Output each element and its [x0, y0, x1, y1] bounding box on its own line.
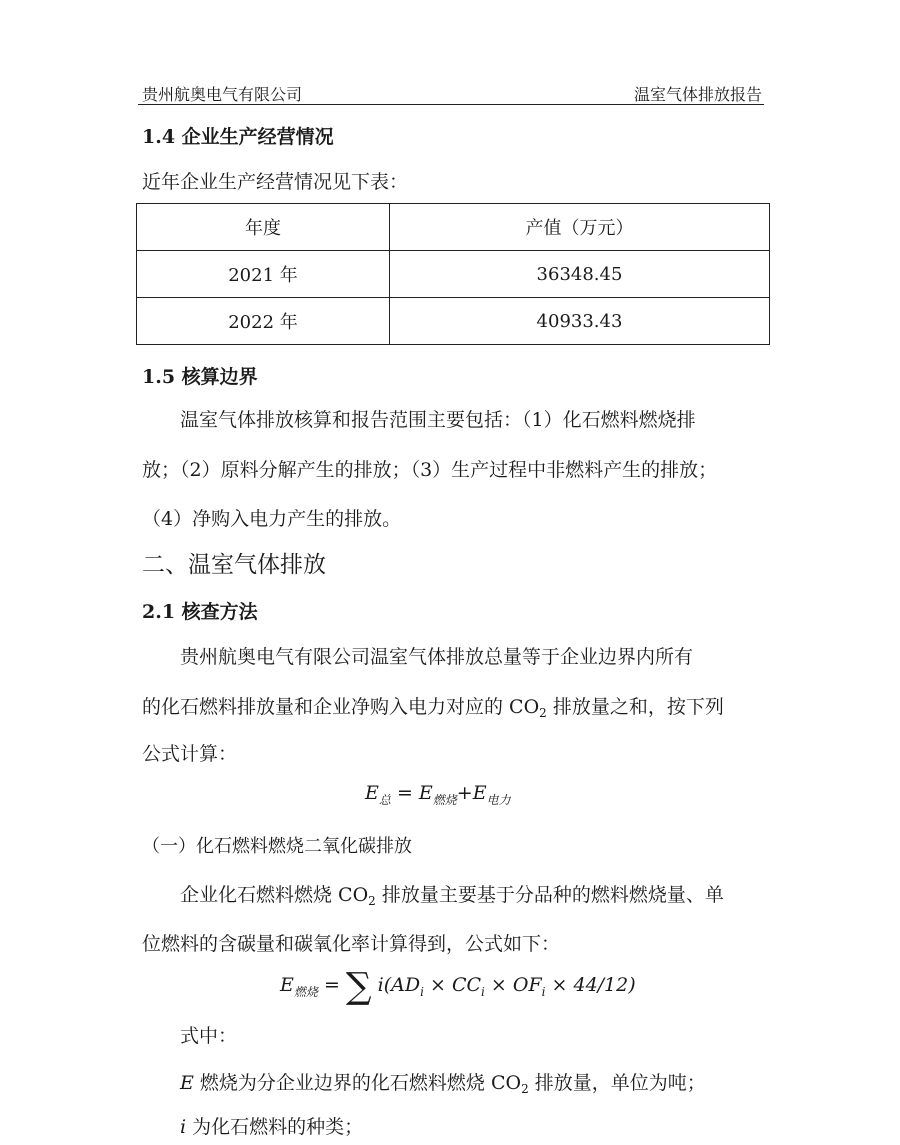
table-header-row	[137, 204, 770, 251]
section-1-5-line-1: 温室气体排放核算和报告范围主要包括：（1）化石燃料燃烧排	[180, 409, 696, 431]
header-company: 贵州航奥电气有限公司	[142, 85, 303, 104]
formula-term: E	[365, 782, 379, 804]
formula-subscript: i	[481, 985, 485, 999]
formula-subscript: i	[541, 985, 546, 999]
line-text: 排放量，单位为吨；	[528, 1072, 706, 1094]
table-cell-value: 40933.43	[390, 298, 770, 345]
formula-subscript: 总	[378, 793, 391, 807]
variable-e: E	[180, 1072, 194, 1094]
line-text: 的化石燃料排放量和企业净购入电力对应的 CO	[142, 696, 540, 718]
formula-subscript: 电力	[486, 793, 511, 807]
section-2-1-line-1: 贵州航奥电气有限公司温室气体排放总量等于企业边界内所有	[180, 646, 694, 668]
formula-term: E	[418, 782, 433, 804]
subscript: 2	[368, 894, 376, 908]
table-cell-year: 2021 年	[137, 251, 390, 298]
section-1-4-title: 1.4 企业生产经营情况	[142, 126, 334, 148]
definition-i	[142, 1112, 770, 1139]
definitions-where: 式中：	[180, 1025, 238, 1047]
table-cell-year: 2022 年	[137, 298, 390, 345]
line-text: 企业化石燃料燃烧 CO	[180, 884, 369, 906]
variable-i: i	[180, 1116, 187, 1138]
formula-operator: =	[323, 974, 340, 996]
table-header-value: 产值（万元）	[390, 204, 770, 251]
section-1-5-line-3: （4）净购入电力产生的排放。	[142, 508, 402, 530]
section-2-1-title: 2.1 核查方法	[142, 601, 258, 623]
table-cell-value: 36348.45	[390, 251, 770, 298]
line-text: 燃烧为分企业边界的化石燃料燃烧 CO	[193, 1072, 522, 1094]
formula-operator: =	[396, 782, 413, 804]
sum-symbol: ∑	[345, 966, 372, 1007]
output-table	[136, 203, 770, 345]
formula-combustion	[280, 966, 636, 1007]
formula-subscript: i	[420, 985, 424, 999]
section-2-1-line-2	[142, 692, 770, 720]
formula-operator: +	[456, 782, 473, 804]
formula-subscript: 燃烧	[293, 985, 318, 999]
section-1-4-intro: 近年企业生产经营情况见下表：	[142, 171, 409, 193]
chapter-2-title: 二、温室气体排放	[142, 552, 326, 578]
table-header-year: 年度	[137, 204, 390, 251]
formula-subscript: 燃烧	[432, 793, 457, 807]
formula-term: E	[472, 782, 487, 804]
subsection-1-title: （一）化石燃料燃烧二氧化碳排放	[142, 836, 412, 857]
subsection-1-line-2: 位燃料的含碳量和碳氧化率计算得到，公式如下：	[142, 933, 561, 955]
formula-term: × CC	[423, 974, 482, 996]
definition-e	[142, 1068, 770, 1096]
line-text: 为化石燃料的种类；	[186, 1116, 364, 1138]
section-2-1-line-3: 公式计算：	[142, 743, 238, 765]
formula-term: E	[280, 974, 294, 996]
table-row	[137, 251, 770, 298]
formula-term: × 44/12)	[545, 974, 636, 996]
header-report-title: 温室气体排放报告	[633, 85, 762, 104]
subsection-1-line-1	[142, 880, 770, 908]
header-divider	[138, 104, 764, 105]
section-1-5-title: 1.5 核算边界	[142, 366, 258, 388]
formula-total-emission	[365, 782, 511, 808]
formula-term: i(AD	[377, 974, 421, 996]
line-text: 排放量之和，按下列	[546, 696, 724, 718]
line-text: 排放量主要基于分品种的燃料燃烧量、单	[375, 884, 724, 906]
formula-term: × OF	[484, 974, 542, 996]
subscript: 2	[521, 1082, 529, 1096]
table-row	[137, 298, 770, 345]
subscript: 2	[539, 706, 547, 720]
section-1-5-line-2: 放；（2）原料分解产生的排放；（3）生产过程中非燃料产生的排放；	[142, 459, 718, 481]
